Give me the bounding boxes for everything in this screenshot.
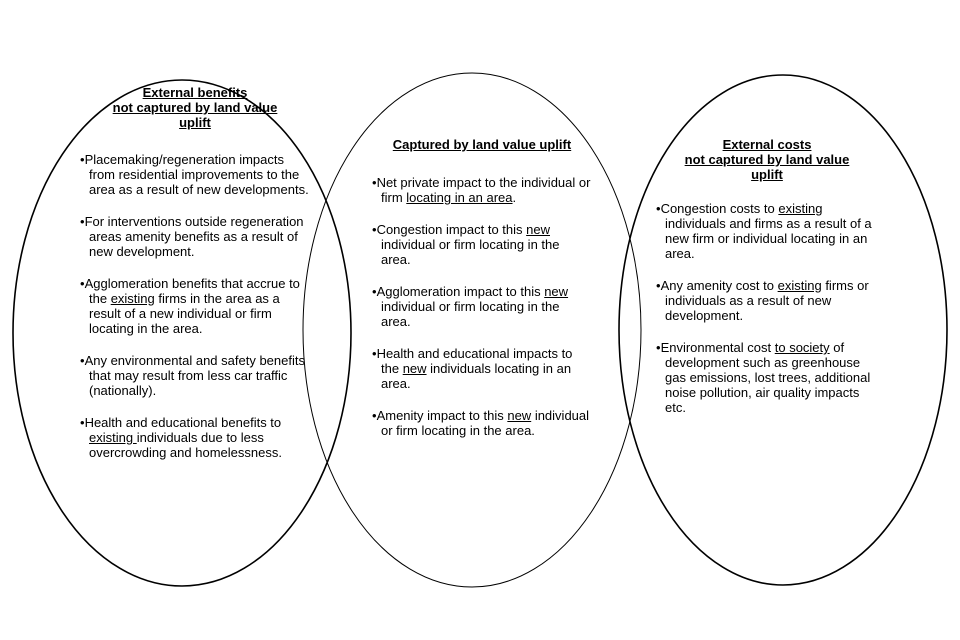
title-line: not captured by land value (112, 100, 278, 115)
underlined-text: new (526, 222, 550, 237)
item-text: firms in the area as a result of a new individual or firm locating in the area. (89, 291, 280, 336)
underlined-text: locating in an area (406, 190, 513, 205)
underlined-text: existing (777, 278, 822, 293)
item-text: . (512, 190, 517, 205)
title-line: Captured by land value uplift (392, 137, 572, 152)
item-text: For interventions outside regeneration areas amenity benefits as a result of new development. (84, 214, 304, 259)
bullet-item: •Environmental cost to society of development such as greenhouse gas emissions, lost trees, additional noise pollution, air quality impacts etc. (656, 340, 871, 415)
title-line: uplift (751, 167, 783, 182)
title-line: uplift (179, 115, 211, 130)
item-text: individual or firm locating in the area. (381, 408, 590, 438)
item-text: individual or firm locating in the area. (381, 237, 560, 267)
item-text: individuals locating in an area. (381, 361, 572, 391)
bullet-item: •Agglomeration benefits that accrue to the existing firms in the area as a result of a new individual or firm locating in the area. (80, 276, 300, 336)
underlined-text: existing (778, 201, 823, 216)
item-text: Net private impact to the individual or firm (376, 175, 591, 205)
external-costs-column (656, 137, 878, 415)
bullet-item: •Congestion impact to this new individual or firm locating in the area. (372, 222, 560, 267)
bullet-item: •Any environmental and safety benefits that may result from less car traffic (nationally). (80, 353, 305, 398)
underlined-text: existing (110, 291, 155, 306)
item-text: Congestion costs to (660, 201, 779, 216)
item-text: Placemaking/regeneration impacts from residential improvements to the area as a result of new developments. (84, 152, 309, 197)
bullet-item: •Any amenity cost to existing firms or individuals as a result of new development. (656, 278, 869, 323)
title-line: not captured by land value (684, 152, 850, 167)
item-text: Health and educational impacts to the (376, 346, 573, 376)
item-text: of development such as greenhouse gas emissions, lost trees, additional noise pollution, air quality impacts etc. (665, 340, 871, 415)
bullet-item: •Congestion costs to existing individuals and firms as a result of a new firm or individual locating in an area. (656, 201, 872, 261)
item-text: Any environmental and safety benefits that may result from less car traffic (nationally). (84, 353, 305, 398)
captured-list (372, 175, 592, 438)
bullet-item: •Net private impact to the individual or firm locating in an area. (372, 175, 591, 205)
underlined-text: to society (774, 340, 830, 355)
underlined-text: new (402, 361, 427, 376)
bullet-item: •Health and educational benefits to existing individuals due to less overcrowding and homelessness. (80, 415, 282, 460)
item-text: Health and educational benefits to (84, 415, 282, 430)
item-text: individual or firm locating in the area. (381, 299, 560, 329)
captured-title (372, 137, 592, 152)
bullet-item: •Placemaking/regeneration impacts from residential improvements to the area as a result of new developments. (80, 152, 309, 197)
item-text: Agglomeration impact to this (376, 284, 545, 299)
external-benefits-column (80, 85, 310, 460)
external-benefits-list (80, 152, 310, 460)
item-text: firms or individuals as a result of new development. (665, 278, 869, 323)
underlined-text: new (544, 284, 569, 299)
item-text: Congestion impact to this (376, 222, 527, 237)
underlined-text: new (507, 408, 532, 423)
external-costs-title (656, 137, 878, 182)
bullet-item: •For interventions outside regeneration areas amenity benefits as a result of new development. (80, 214, 304, 259)
item-text: individuals due to less overcrowding and homelessness. (89, 430, 282, 460)
item-text: individuals and firms as a result of a new firm or individual locating in an area. (665, 216, 872, 261)
external-costs-list (656, 201, 878, 415)
item-text: Amenity impact to this (376, 408, 508, 423)
underlined-text: existing (89, 430, 137, 445)
captured-column (372, 137, 592, 438)
item-text: Agglomeration benefits that accrue to the (84, 276, 300, 306)
item-text: Any amenity cost to (660, 278, 778, 293)
title-line: External benefits (142, 85, 248, 100)
item-text: Environmental cost (660, 340, 775, 355)
external-benefits-title (80, 85, 310, 130)
title-line: External costs (722, 137, 812, 152)
bullet-item: •Agglomeration impact to this new individual or firm locating in the area. (372, 284, 569, 329)
bullet-item: •Amenity impact to this new individual or firm locating in the area. (372, 408, 590, 438)
bullet-item: •Health and educational impacts to the new individuals locating in an area. (372, 346, 573, 391)
